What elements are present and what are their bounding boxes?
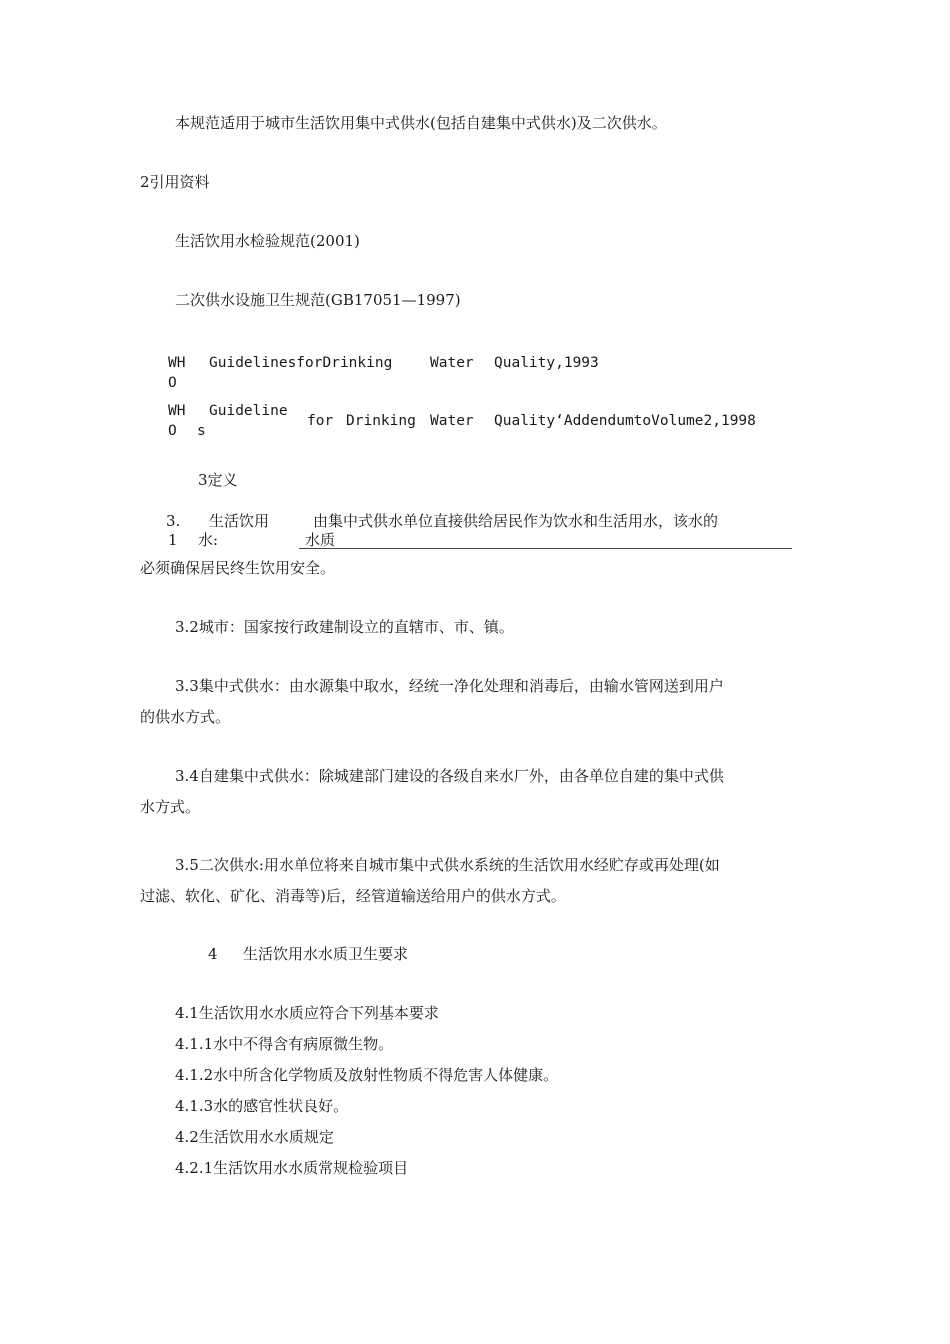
reference-item: 二次供水设施卫生规范(GB17051—1997) bbox=[175, 291, 461, 309]
who-cell: Water bbox=[430, 413, 474, 429]
who-cell: WH bbox=[168, 403, 186, 419]
definition-line: 过滤、软化、矿化、消毒等)后，经管道输送给用户的供水方式。 bbox=[140, 887, 566, 905]
definition-line: 3.5二次供水:用水单位将来自城市集中式供水系统的生活饮用水经贮存或再处理(如 bbox=[175, 856, 720, 874]
definition-term: 水: bbox=[198, 531, 219, 549]
definition-line: 的供水方式。 bbox=[140, 708, 231, 726]
requirement-item: 4.2生活饮用水水质规定 bbox=[175, 1128, 334, 1146]
reference-item: 生活饮用水检验规范(2001) bbox=[175, 232, 360, 250]
section-number: 4 bbox=[208, 945, 218, 963]
who-cell: WH bbox=[168, 355, 186, 371]
who-cell: for bbox=[307, 413, 334, 429]
who-cell: Quality‘AddendumtoVolume2,1998 bbox=[494, 413, 756, 429]
definition-line: 3.4自建集中式供水：除城建部门建设的各级自来水厂外，由各单位自建的集中式供 bbox=[175, 767, 724, 785]
who-cell: O bbox=[168, 375, 177, 391]
definition-underline bbox=[299, 548, 792, 549]
who-cell: O bbox=[168, 423, 177, 439]
section-3-heading: 3定义 bbox=[198, 471, 238, 489]
requirement-item: 4.1.3水的感官性状良好。 bbox=[175, 1097, 349, 1115]
scope-paragraph: 本规范适用于城市生活饮用集中式供水(包括自建集中式供水)及二次供水。 bbox=[175, 114, 667, 132]
who-cell: Drinking bbox=[346, 413, 416, 429]
definition-3-2: 3.2城市：国家按行政建制设立的直辖市、市、镇。 bbox=[175, 618, 514, 636]
requirement-item: 4.1生活饮用水水质应符合下列基本要求 bbox=[175, 1004, 439, 1022]
definition-term: 生活饮用 bbox=[209, 512, 270, 530]
definition-line: 3.3集中式供水：由水源集中取水，经统一净化处理和消毒后，由输水管网送到用户 bbox=[175, 677, 724, 695]
who-cell: GuidelinesforDrinking bbox=[209, 355, 393, 371]
definition-text: 由集中式供水单位直接供给居民作为饮水和生活用水，该水的 bbox=[313, 512, 719, 530]
section-2-heading: 2引用资料 bbox=[140, 173, 210, 191]
requirement-item: 4.1.1水中不得含有病原微生物。 bbox=[175, 1035, 394, 1053]
definition-line: 水方式。 bbox=[140, 798, 201, 816]
who-cell: Water bbox=[430, 355, 474, 371]
definition-number: 3. bbox=[166, 512, 181, 530]
who-cell: s bbox=[197, 423, 206, 439]
definition-number: 1 bbox=[168, 531, 178, 549]
who-cell: Guideline bbox=[209, 403, 288, 419]
definition-continuation: 必须确保居民终生饮用安全。 bbox=[140, 559, 336, 577]
definition-text: 水质 bbox=[305, 531, 336, 549]
who-cell: Quality,1993 bbox=[494, 355, 599, 371]
requirement-item: 4.2.1生活饮用水水质常规检验项目 bbox=[175, 1159, 409, 1177]
section-title: 生活饮用水水质卫生要求 bbox=[243, 945, 409, 963]
requirement-item: 4.1.2水中所含化学物质及放射性物质不得危害人体健康。 bbox=[175, 1066, 559, 1084]
